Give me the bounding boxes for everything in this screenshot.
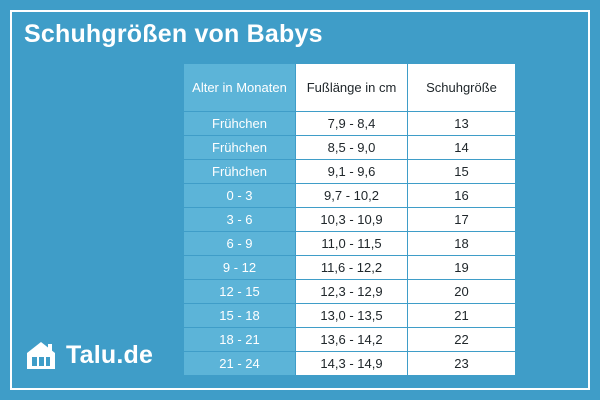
cell-age: 0 - 3 <box>184 184 296 208</box>
cell-foot-length: 11,6 - 12,2 <box>296 256 408 280</box>
brand-logo <box>24 338 153 372</box>
cell-shoe-size: 22 <box>408 328 516 352</box>
table-header-row <box>184 64 516 112</box>
cell-foot-length: 14,3 - 14,9 <box>296 352 408 376</box>
cell-shoe-size: 15 <box>408 160 516 184</box>
cell-age: 12 - 15 <box>184 280 296 304</box>
page-title: Schuhgrößen von Babys <box>24 20 323 48</box>
cell-age: 15 - 18 <box>184 304 296 328</box>
table-row <box>184 304 516 328</box>
table-row <box>184 184 516 208</box>
column-header-foot-length: Fußlänge in cm <box>296 64 408 112</box>
table-row <box>184 280 516 304</box>
shoe-size-table <box>183 63 516 376</box>
cell-foot-length: 7,9 - 8,4 <box>296 112 408 136</box>
column-header-shoe-size: Schuhgröße <box>408 64 516 112</box>
table-row <box>184 136 516 160</box>
table-row <box>184 328 516 352</box>
cell-shoe-size: 23 <box>408 352 516 376</box>
cell-age: Frühchen <box>184 136 296 160</box>
table-row <box>184 256 516 280</box>
cell-shoe-size: 18 <box>408 232 516 256</box>
cell-foot-length: 11,0 - 11,5 <box>296 232 408 256</box>
brand-name: Talu.de <box>66 340 154 369</box>
house-icon <box>24 338 58 372</box>
cell-age: 21 - 24 <box>184 352 296 376</box>
table-row <box>184 112 516 136</box>
table-row <box>184 352 516 376</box>
cell-foot-length: 9,1 - 9,6 <box>296 160 408 184</box>
cell-shoe-size: 16 <box>408 184 516 208</box>
cell-shoe-size: 19 <box>408 256 516 280</box>
cell-age: 9 - 12 <box>184 256 296 280</box>
cell-age: 3 - 6 <box>184 208 296 232</box>
cell-shoe-size: 14 <box>408 136 516 160</box>
cell-foot-length: 13,6 - 14,2 <box>296 328 408 352</box>
cell-shoe-size: 17 <box>408 208 516 232</box>
shoe-size-table-container <box>183 63 516 376</box>
cell-shoe-size: 21 <box>408 304 516 328</box>
table-row <box>184 232 516 256</box>
table-head <box>184 64 516 112</box>
cell-foot-length: 9,7 - 10,2 <box>296 184 408 208</box>
column-header-age: Alter in Monaten <box>184 64 296 112</box>
cell-shoe-size: 20 <box>408 280 516 304</box>
cell-age: Frühchen <box>184 112 296 136</box>
cell-foot-length: 13,0 - 13,5 <box>296 304 408 328</box>
cell-foot-length: 8,5 - 9,0 <box>296 136 408 160</box>
cell-age: 6 - 9 <box>184 232 296 256</box>
table-row <box>184 160 516 184</box>
cell-age: 18 - 21 <box>184 328 296 352</box>
table-row <box>184 208 516 232</box>
cell-shoe-size: 13 <box>408 112 516 136</box>
cell-age: Frühchen <box>184 160 296 184</box>
table-body <box>184 112 516 376</box>
cell-foot-length: 12,3 - 12,9 <box>296 280 408 304</box>
cell-foot-length: 10,3 - 10,9 <box>296 208 408 232</box>
